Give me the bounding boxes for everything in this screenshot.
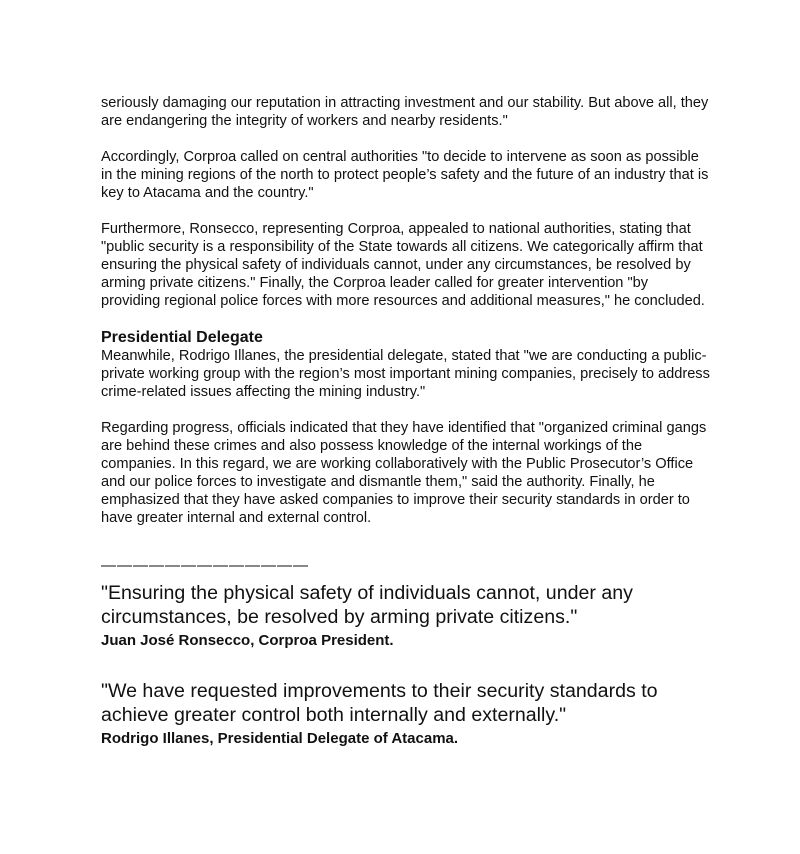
- paragraph-5: Regarding progress, officials indicated that they have identified that "organized criminal gangs are behind these crimes and also possess knowledge of the internal workings of the companies. In this regard, we are working collaboratively with the Public Prosecutor’s Office and our police forces to investigate and dismantle them," said the authority. Finally, he emphasized that they have asked companies to improve their security standards in order to have greater internal and external control.: [101, 420, 707, 526]
- pull-quote: "We have requested improvements to their security standards to achieve greater control both internally and externally.": [101, 680, 658, 726]
- paragraph-2: Accordingly, Corproa called on central authorities "to decide to intervene as soon as possible in the mining regions of the north to protect people’s safety and the future of an industry that is key to Atacama and the country.": [101, 149, 709, 201]
- paragraph-1: seriously damaging our reputation in attracting investment and our stability. But above all, they are endangering the integrity of workers and nearby residents.": [101, 95, 709, 129]
- quote-block-2: [101, 679, 711, 749]
- pull-quote: "Ensuring the physical safety of individuals cannot, under any circumstances, be resolved by arming private citizens.": [101, 582, 633, 628]
- section-heading: Presidential Delegate: [101, 329, 263, 346]
- paragraph-3: Furthermore, Ronsecco, representing Corproa, appealed to national authorities, stating that "public security is a responsibility of the State towards all citizens. We categorically affirm that ensuring the physical safety of individuals cannot, under any circumstances, be resolved by arming private citizens." Finally, the Corproa leader called for greater intervention "by providing regional police forces with more resources and additional measures," he concluded.: [101, 221, 705, 309]
- article-body: [101, 94, 711, 777]
- quote-attribution: Juan José Ronsecco, Corproa President.: [101, 632, 394, 649]
- quote-block-1: [101, 581, 711, 651]
- paragraph-4: Meanwhile, Rodrigo Illanes, the presidential delegate, stated that "we are conducting a public-private working group with the region’s most important mining companies, precisely to address crime-related issues affecting the mining industry.": [101, 348, 710, 400]
- separator-line: —————————————: [101, 557, 309, 574]
- quote-attribution: Rodrigo Illanes, Presidential Delegate of Atacama.: [101, 730, 459, 747]
